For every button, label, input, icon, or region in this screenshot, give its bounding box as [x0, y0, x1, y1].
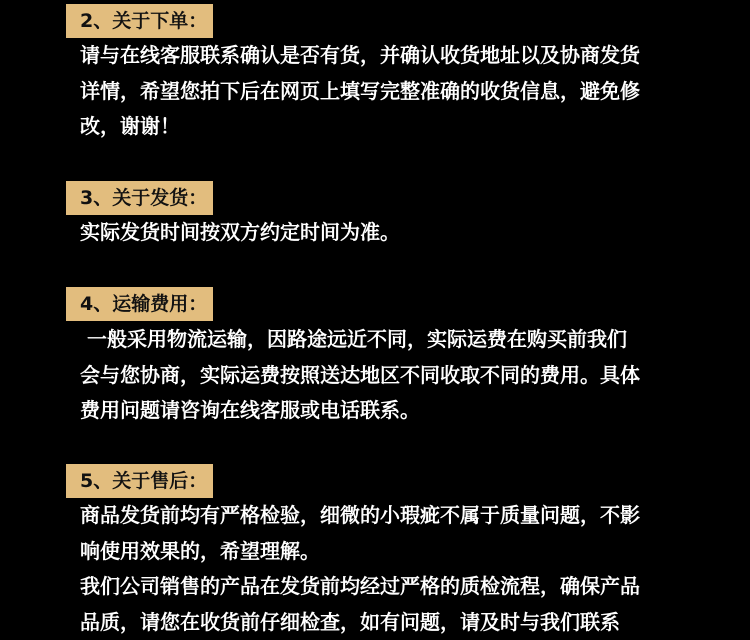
section-heading-shipping: 3、关于发货： [66, 181, 213, 215]
section-heading-ordering: 2、关于下单： [66, 4, 213, 38]
body-line: 费用问题请咨询在线客服或电话联系。 [80, 393, 680, 429]
body-line: 响使用效果的，希望理解。 [80, 534, 680, 570]
section-body-ordering [80, 38, 680, 145]
body-line: 我们公司销售的产品在发货前均经过严格的质检流程，确保产品 [80, 569, 680, 605]
body-line: 品质，请您在收货前仔细检查，如有问题，请及时与我们联系 [80, 605, 680, 640]
body-line: 详情，希望您拍下后在网页上填写完整准确的收货信息，避免修 [80, 74, 680, 110]
body-line: 商品发货前均有严格检验，细微的小瑕疵不属于质量问题，不影 [80, 498, 680, 534]
section-body-shipping [80, 215, 680, 251]
body-line: 会与您协商，实际运费按照送达地区不同收取不同的费用。具体 [80, 358, 680, 394]
section-body-after-sales [80, 498, 680, 640]
section-heading-freight: 4、运输费用： [66, 287, 213, 321]
section-body-freight [80, 322, 680, 429]
body-line: 一般采用物流运输，因路途远近不同，实际运费在购买前我们 [80, 322, 680, 358]
body-line: 改，谢谢！ [80, 109, 680, 145]
body-line: 实际发货时间按双方约定时间为准。 [80, 215, 680, 251]
section-heading-after-sales: 5、关于售后： [66, 464, 213, 498]
body-line: 请与在线客服联系确认是否有货，并确认收货地址以及协商发货 [80, 38, 680, 74]
